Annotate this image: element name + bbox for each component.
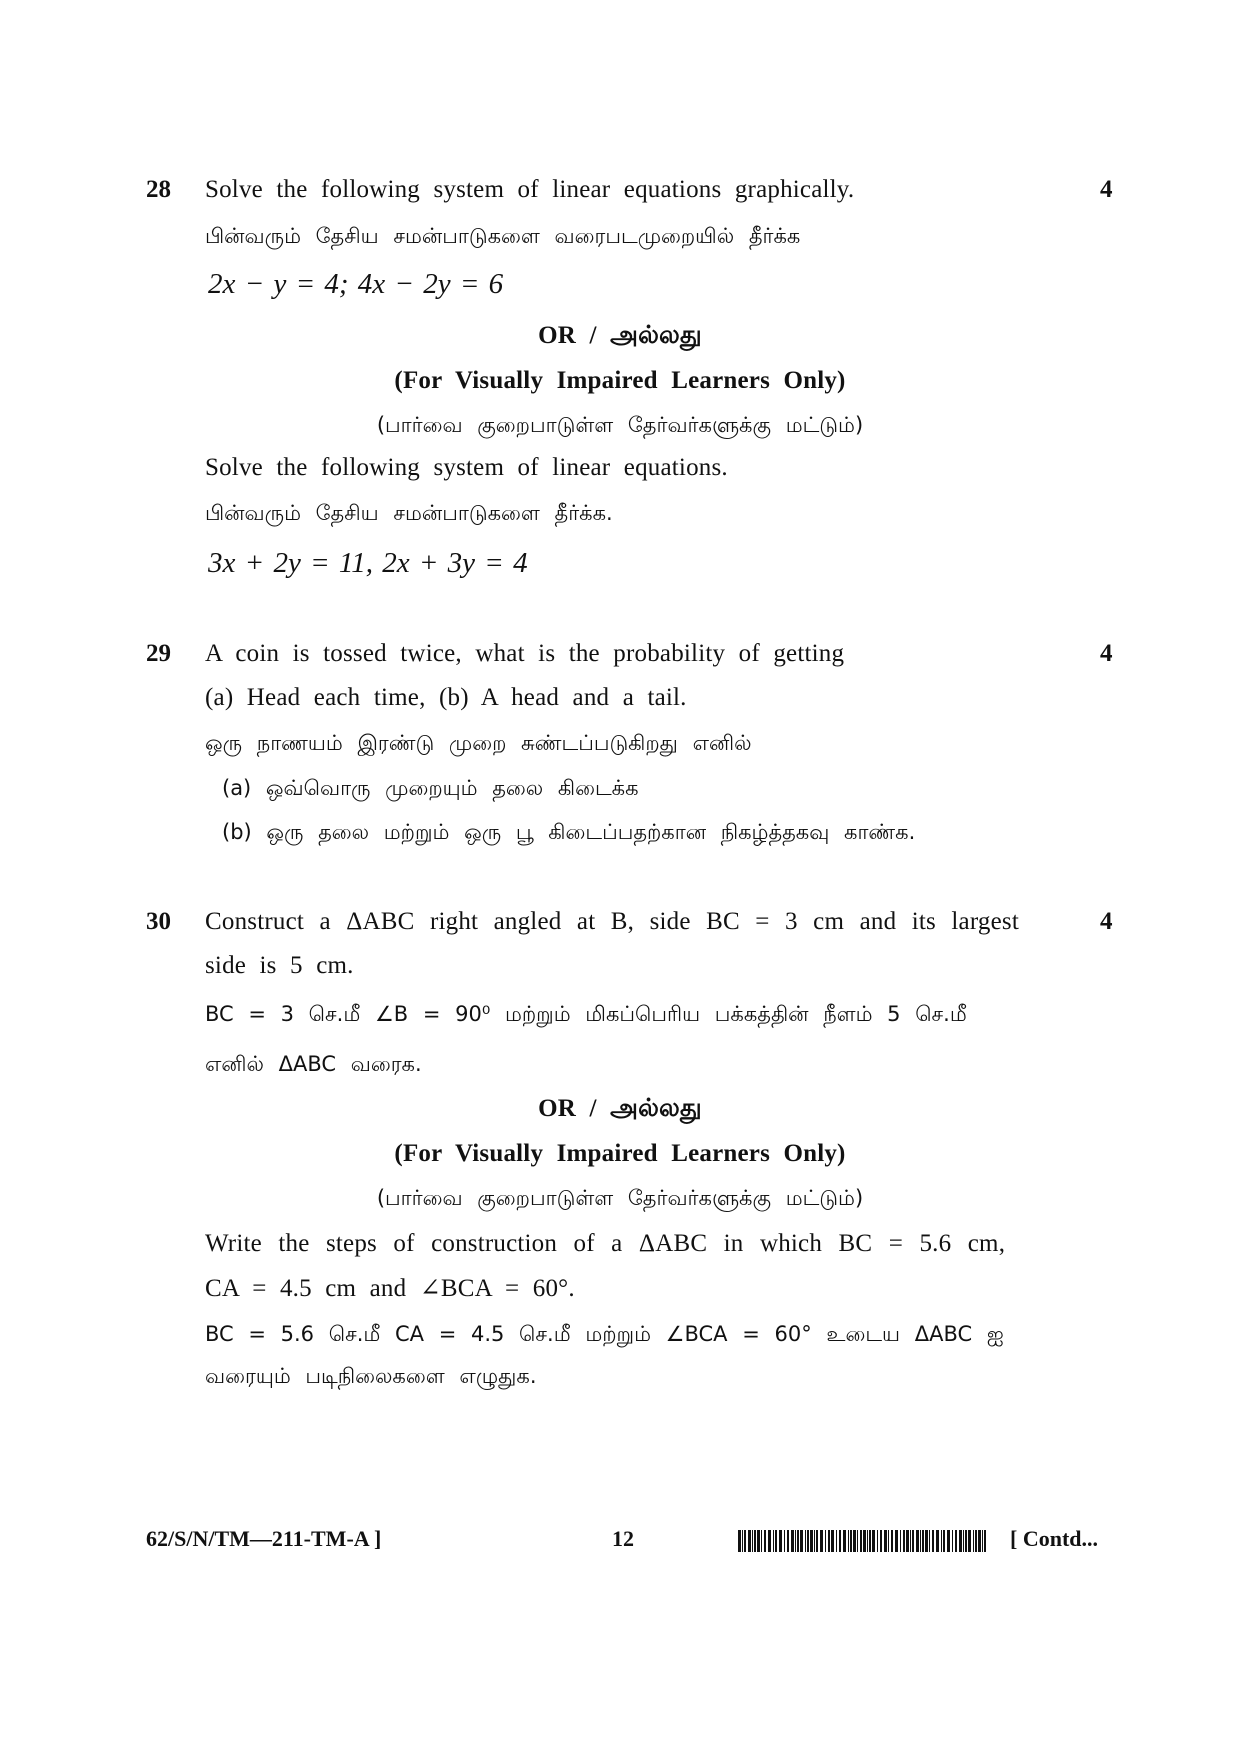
question-marks: 4 [1100,640,1113,667]
question-text-ta-line1: BC = 3 செ.மீ ∠B = 90⁰ மற்றும் மிகப்பெரிய பக்கத்தின் நீளம் 5 செ.மீ [205,1002,967,1026]
barcode-bar [787,1530,789,1552]
barcode-bar [816,1530,818,1552]
vi-heading-ta: (பார்வை குறைபாடுள்ள தேர்வர்களுக்கு மட்டும்) [376,1186,864,1210]
barcode-bar [869,1530,871,1552]
question-number: 28 [146,176,171,203]
barcode-bar [828,1530,830,1552]
barcode-bar [943,1530,945,1552]
barcode-bar [982,1530,983,1552]
barcode-bar [900,1530,901,1552]
alt-question-ta-line2: வரையும் படிநிலைகளை எழுதுக. [205,1364,537,1388]
question-marks: 4 [1100,176,1113,203]
continued-label: [ Contd... [1010,1526,1099,1551]
barcode-bar [764,1530,766,1552]
alt-question-ta: பின்வரும் தேசிய சமன்பாடுகளை தீர்க்க. [205,501,613,525]
barcode-bar [932,1530,934,1552]
barcode-bar [775,1530,777,1552]
barcode-bar [973,1530,974,1552]
question-options-en: (a) Head each time, (b) A head and a tail. [205,684,687,711]
barcode-bar [843,1530,846,1552]
page-number: 12 [612,1526,634,1551]
option-a-ta: (a) ஒவ்வொரு முறையும் தலை கிடைக்க [222,776,639,800]
alt-equation [208,547,528,580]
question-text-en-line2: side is 5 cm. [205,952,354,979]
or-separator: OR / அல்லது [538,322,702,349]
question-text-ta: ஒரு நாணயம் இரண்டு முறை சுண்டப்படுகிறது எனில் [205,731,752,755]
barcode-bar [820,1530,823,1552]
barcode-bar [757,1530,760,1552]
barcode-bar [888,1530,889,1552]
equation [208,268,503,301]
question-text-en-line1: Construct a ΔABC right angled at B, side BC = 3 cm and its largest [205,908,1019,935]
barcode-bar [800,1530,803,1552]
barcode-bar [952,1530,953,1552]
barcode-bar [768,1530,771,1552]
barcode-bar [795,1530,796,1552]
barcode-bar [941,1530,942,1552]
alt-question-en-line1: Write the steps of construction of a ΔABC in which BC = 5.6 cm, [205,1230,1006,1257]
barcode-bar [965,1530,967,1552]
barcode-bar [836,1530,837,1552]
barcode-bar [959,1530,962,1552]
question-text-ta: பின்வரும் தேசிய சமன்பாடுகளை வரைபடமுறையில் தீர்க்க [205,224,801,248]
barcode-bar [922,1530,924,1552]
equation-text: 2x − y = 4; 4x − 2y = 6 [208,268,504,300]
barcode-bar [929,1530,930,1552]
barcode-bar [784,1530,785,1552]
barcode-bar [797,1530,799,1552]
barcode-bar [839,1530,841,1552]
vi-heading: (For Visually Impaired Learners Only) [394,367,846,394]
barcode-bar [831,1530,834,1552]
barcode-bar [912,1530,914,1552]
barcode-bar [791,1530,794,1552]
barcode-bar [880,1530,882,1552]
question-number: 30 [146,908,171,935]
vi-heading: (For Visually Impaired Learners Only) [394,1140,846,1167]
question-text-ta-line2: எனில் ΔABC வரைக. [205,1052,422,1076]
barcode-bar [738,1530,741,1552]
barcode-bar [805,1530,806,1552]
barcode-bar [925,1530,928,1552]
barcode-bar [863,1530,866,1552]
barcode-bar [779,1530,782,1552]
barcode-bar [752,1530,753,1552]
alt-question-ta-line1: BC = 5.6 செ.மீ CA = 4.5 செ.மீ மற்றும் ∠BCA = 60° உடைய ΔABC ஐ [205,1322,1004,1346]
barcode-icon [738,1530,988,1552]
barcode-bar [810,1530,813,1552]
question-number: 29 [146,640,171,667]
alt-equation-text: 3x + 2y = 11, 2x + 3y = 4 [208,547,528,579]
barcode-bar [744,1530,746,1552]
barcode-bar [906,1530,909,1552]
barcode-bar [936,1530,939,1552]
barcode-bar [968,1530,971,1552]
barcode-bar [916,1530,919,1552]
barcode-bar [895,1530,898,1552]
barcode-bar [910,1530,911,1552]
barcode-bar [850,1530,852,1552]
barcode-bar [978,1530,981,1552]
paper-code: 62/S/N/TM—211-TM-A ] [146,1526,382,1551]
barcode-bar [807,1530,809,1552]
barcode-bar [963,1530,964,1552]
barcode-bar [891,1530,893,1552]
alt-question-en-line2: CA = 4.5 cm and ∠BCA = 60°. [205,1275,575,1302]
barcode-bar [748,1530,751,1552]
barcode-bar [872,1530,875,1552]
barcode-bar [984,1530,986,1552]
barcode-bar [955,1530,957,1552]
barcode-bar [920,1530,921,1552]
question-text-en: Solve the following system of linear equations graphically. [205,176,855,203]
barcode-bar [947,1530,950,1552]
barcode-bar [975,1530,977,1552]
barcode-bar [877,1530,878,1552]
option-b-ta: (b) ஒரு தலை மற்றும் ஒரு பூ கிடைப்பதற்கான நிகழ்த்தகவு காண்க. [222,820,916,844]
barcode-bar [773,1530,774,1552]
barcode-bar [742,1530,743,1552]
alt-question-en: Solve the following system of linear equations. [205,454,728,481]
question-marks: 4 [1100,908,1113,935]
barcode-bar [848,1530,849,1552]
barcode-bar [814,1530,815,1552]
barcode-bar [903,1530,905,1552]
barcode-bar [754,1530,756,1552]
barcode-bar [825,1530,826,1552]
question-text-en: A coin is tossed twice, what is the probability of getting [205,640,845,667]
barcode-bar [884,1530,887,1552]
or-separator: OR / அல்லது [538,1095,702,1122]
vi-heading-ta: (பார்வை குறைபாடுள்ள தேர்வர்களுக்கு மட்டும்) [376,413,864,437]
barcode-bar [853,1530,856,1552]
barcode-bar [860,1530,862,1552]
barcode-bar [867,1530,868,1552]
barcode-bar [857,1530,858,1552]
barcode-bar [761,1530,762,1552]
